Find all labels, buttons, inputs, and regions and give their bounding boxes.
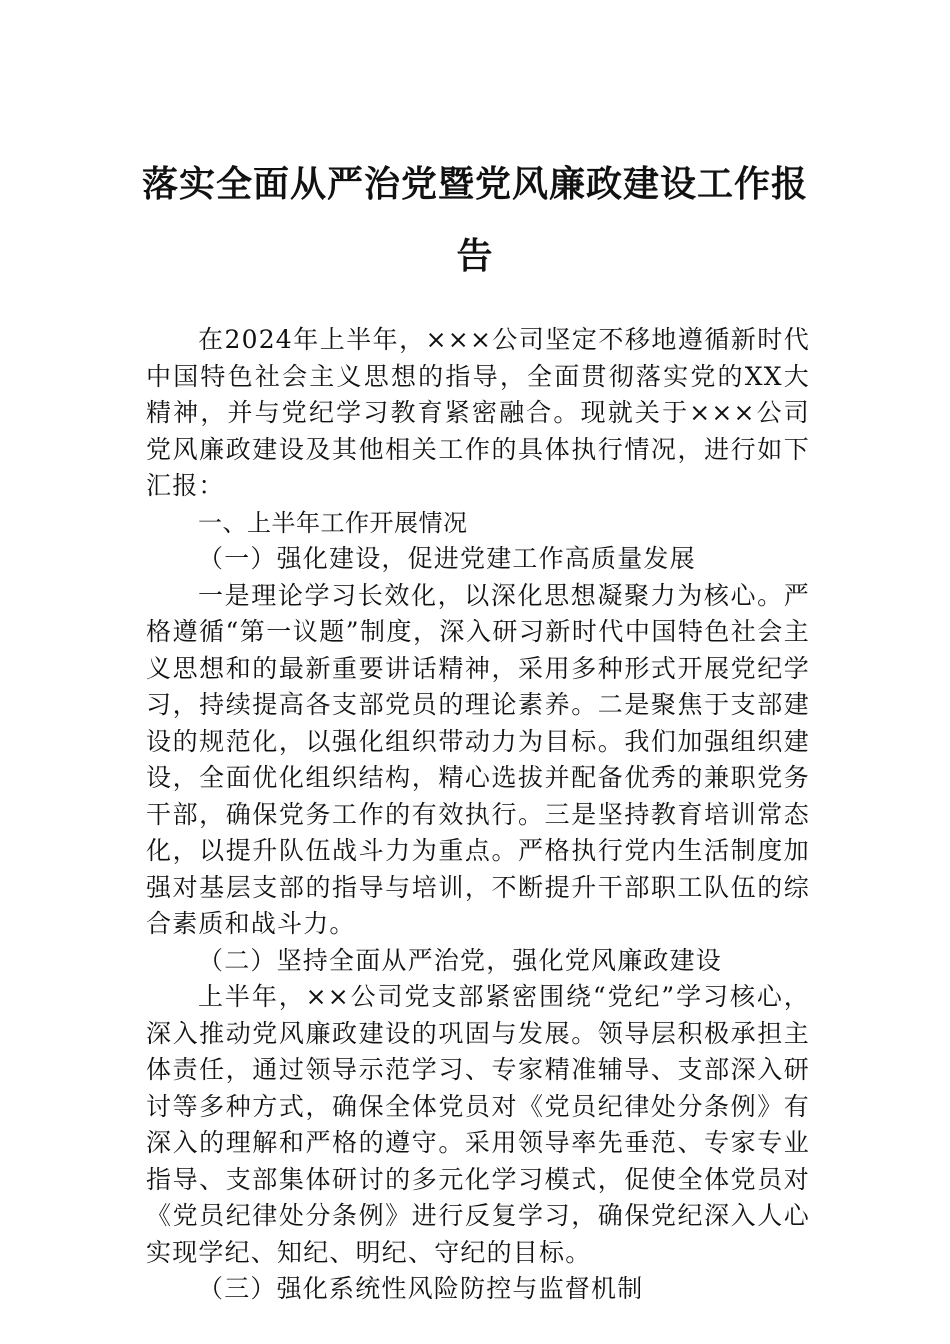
subsection-heading: （二）坚持全面从严治党，强化党风廉政建设 xyxy=(198,945,723,975)
subsection-heading: （一）强化建设，促进党建工作高质量发展 xyxy=(198,544,696,573)
section-heading: 一、上半年工作开展情况 xyxy=(198,508,468,537)
body-paragraph: 一是理论学习长效化，以深化思想凝聚力为核心。严格遵循“第一议题”制度，深入研习新时代中国特色社会主义思想和的最新重要讲话精神，采用多种形式开展党纪学习，持续提高各支部党员的理论素养。二是聚焦于支部建设的规范化，以强化组织带动力为目标。我们加强组织建设，全面优化组织结构，精心选拔并配备优秀的兼职党务干部，确保党务工作的有效执行。三是坚持教育培训常态化，以提升队伍战斗力为重点。严格执行党内生活制度加强对基层支部的指导与培训，不断提升干部职工队伍的综合素质和战斗力。 xyxy=(146,580,810,938)
intro-paragraph: 在2024年上半年，×××公司坚定不移地遵循新时代中国特色社会主义思想的指导，全面贯彻落实党的XX大精神，并与党纪学习教育紧密融合。现就关于×××公司党风廉政建设及其他相关工作的具体执行情况，进行如下汇报： xyxy=(146,325,810,500)
subsection-heading: （三）强化系统性风险防控与监督机制 xyxy=(198,1274,644,1303)
body-paragraph: 上半年，××公司党支部紧密围绕“党纪”学习核心，深入推动党风廉政建设的巩固与发展。领导层积极承担主体责任，通过领导示范学习、专家精准辅导、支部深入研讨等多种方式，确保全体党员对《党员纪律处分条例》有深入的理解和严格的遵守。采用领导率先垂范、专家专业指导、支部集体研讨的多元化学习模式，促使全体党员对《党员纪律处分条例》进行反复学习，确保党纪深入人心实现学纪、知纪、明纪、守纪的目标。 xyxy=(146,982,810,1267)
document-body xyxy=(146,322,810,1308)
document-title: 落实全面从严治党暨党风廉政建设工作报告 xyxy=(141,163,808,277)
